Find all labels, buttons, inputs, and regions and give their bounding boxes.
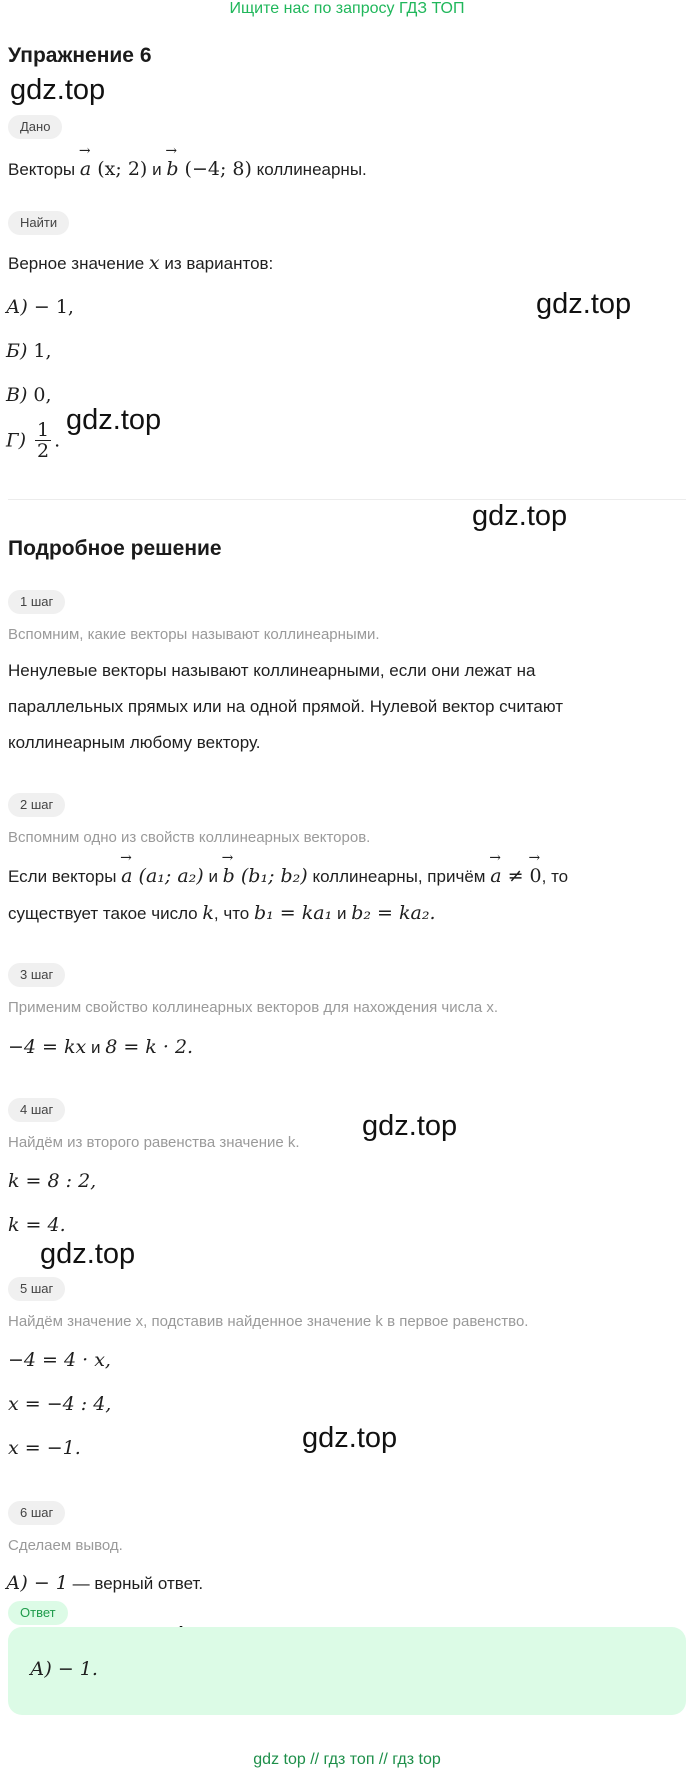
zero-vector: → 0 bbox=[528, 850, 542, 887]
step-6-conclusion: А) − 1 — верный ответ. bbox=[6, 1572, 204, 1594]
watermark: gdz.top bbox=[536, 288, 632, 320]
given-text bbox=[8, 143, 367, 180]
step-1-line: параллельных прямых или на одной прямой. Нулевой вектор считают bbox=[8, 697, 564, 716]
watermark: gdz.top bbox=[302, 1422, 398, 1454]
step-5-hint: Найдём значение x, подставив найденное значение k в первое равенство. bbox=[8, 1313, 529, 1330]
watermark: gdz.top bbox=[66, 404, 162, 436]
step-6-hint: Сделаем вывод. bbox=[8, 1537, 123, 1554]
option-b: Б) 1, bbox=[6, 340, 52, 362]
find-suffix: из вариантов: bbox=[164, 254, 274, 273]
answer-label: Ответ bbox=[8, 1601, 68, 1625]
given-label: Дано bbox=[8, 115, 62, 139]
step-4-label: 4 шаг bbox=[8, 1098, 65, 1122]
step-2-line-2: существует такое число k, что b₁ = ka₁ и b₂ = ka₂. bbox=[8, 902, 436, 924]
step-5-line: x = −4 : 4, bbox=[8, 1393, 112, 1415]
b-coords: (−4; 8) bbox=[184, 158, 252, 180]
step-2-line-1: Если векторы → a (a₁; a₂) и → b (b₁; b₂) коллинеарны, причём → a ≠ → 0, то bbox=[8, 850, 569, 887]
step-5-line: −4 = 4 · x, bbox=[8, 1349, 111, 1371]
option-a: А) − 1, bbox=[6, 296, 74, 318]
vector-a: → a bbox=[489, 850, 502, 887]
option-v: В) 0, bbox=[6, 384, 52, 406]
find-label: Найти bbox=[8, 211, 69, 235]
fraction-one-half: $\frac{1}{2}$ bbox=[37, 419, 50, 462]
step-1-line: коллинеарным любому вектору. bbox=[8, 733, 261, 752]
watermark: gdz.top bbox=[40, 1238, 136, 1270]
watermark: gdz.top bbox=[362, 1110, 458, 1142]
step-6-label: 6 шаг bbox=[8, 1501, 65, 1525]
watermark: gdz.top bbox=[10, 74, 106, 106]
exercise-title: Упражнение 6 bbox=[8, 44, 152, 67]
step-3-label: 3 шаг bbox=[8, 963, 65, 987]
vector-a: → a bbox=[78, 143, 92, 180]
step-4-line: k = 8 : 2, bbox=[8, 1170, 97, 1192]
solution-title: Подробное решение bbox=[8, 537, 222, 560]
step-5-label: 5 шаг bbox=[8, 1277, 65, 1301]
vector-b: → b bbox=[221, 850, 235, 887]
watermark: gdz.top bbox=[472, 500, 568, 532]
footer-links[interactable]: gdz top // гдз топ // гдз top bbox=[253, 1751, 441, 1768]
given-suffix: коллинеарны. bbox=[256, 160, 367, 179]
find-text bbox=[8, 252, 273, 274]
step-4-hint: Найдём из второго равенства значение k. bbox=[8, 1134, 300, 1151]
find-prefix: Верное значение bbox=[8, 254, 145, 273]
step-1-hint: Вспомним, какие векторы называют коллинеарными. bbox=[8, 626, 380, 643]
vector-a: → a bbox=[120, 850, 133, 887]
step-2-hint: Вспомним одно из свойств коллинеарных векторов. bbox=[8, 829, 371, 846]
and-word: и bbox=[152, 160, 162, 179]
step-2-label: 2 шаг bbox=[8, 793, 65, 817]
a-coords: (x; 2) bbox=[97, 158, 148, 180]
step-3-hint: Применим свойство коллинеарных векторов для нахождения числа x. bbox=[8, 999, 499, 1016]
step-1-label: 1 шаг bbox=[8, 590, 65, 614]
option-g: Г) $\frac{1}{2}$ . bbox=[6, 419, 61, 462]
step-3-equation: −4 = kx и 8 = k · 2. bbox=[8, 1036, 194, 1058]
find-var: x bbox=[148, 252, 160, 274]
step-1-line: Ненулевые векторы называют коллинеарными, если они лежат на bbox=[8, 661, 536, 680]
divider bbox=[8, 499, 686, 500]
step-4-line: k = 4. bbox=[8, 1214, 66, 1236]
step-5-line: x = −1. bbox=[8, 1437, 81, 1459]
top-search-link[interactable]: Ищите нас по запросу ГДЗ ТОП bbox=[229, 0, 465, 17]
answer-box bbox=[8, 1627, 686, 1715]
given-prefix: Векторы bbox=[8, 160, 76, 179]
answer-value: А) − 1. bbox=[30, 1658, 98, 1680]
vector-b: → b bbox=[165, 143, 179, 180]
